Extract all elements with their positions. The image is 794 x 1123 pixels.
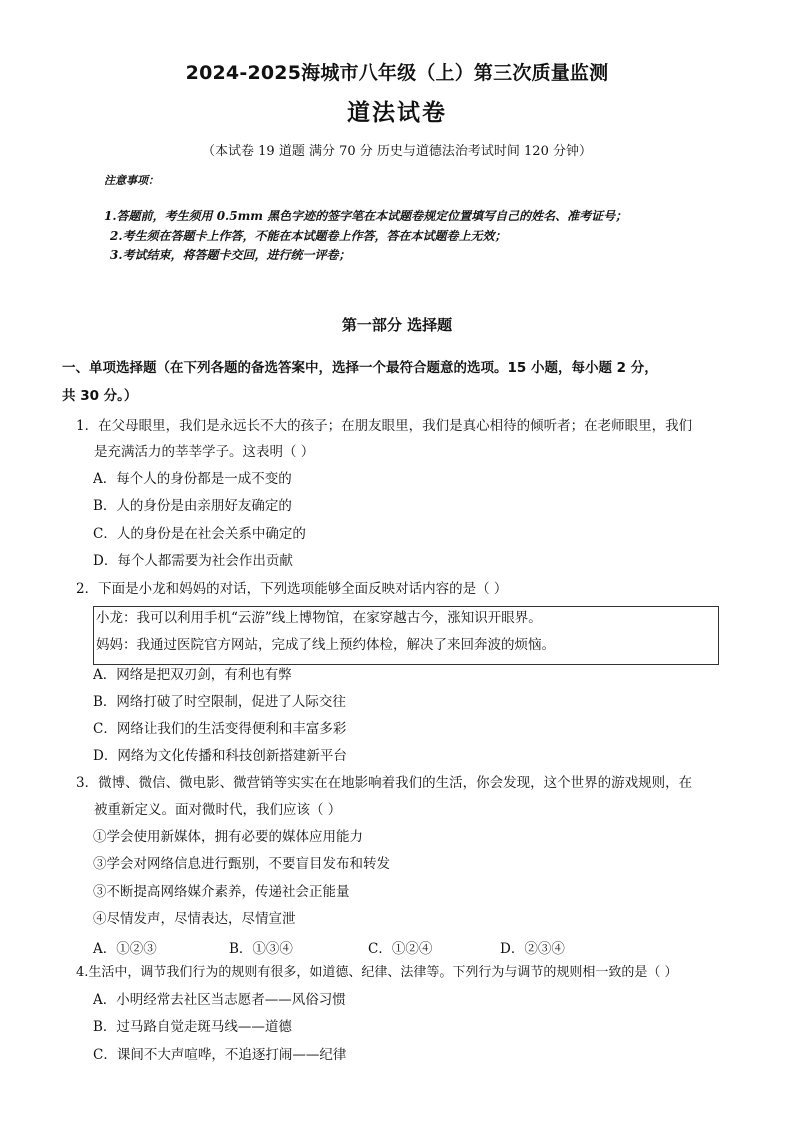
- notice-item: 3.考试结束，将答题卡交回，进行统一评卷；: [110, 248, 351, 262]
- notice-item: 2.考生须在答题卡上作答，不能在本试题卷上作答，答在本试题卷上无效；: [110, 229, 507, 243]
- notice-item: 1.答题前，考生须用 0.5mm 黑色字迹的签字笔在本试题卷规定位置填写自己的姓名、准考证号；: [104, 209, 628, 223]
- answer-option: A．小明经常去社区当志愿者——风俗习惯: [93, 992, 346, 1008]
- statement: ①学会使用新媒体，拥有必要的媒体应用能力: [93, 829, 363, 845]
- question-stem: 2．下面是小龙和妈妈的对话，下列选项能够全面反映对话内容的是（ ）: [76, 581, 508, 597]
- statement: ④尽情发声，尽情表达，尽情宣泄: [93, 911, 296, 927]
- exam-title: 2024-2025海城市八年级（上）第三次质量监测: [185, 62, 609, 84]
- answer-option: A．每个人的身份都是一成不变的: [93, 471, 292, 487]
- dialog-line: 妈妈：我通过医院官方网站，完成了线上预约体检，解决了来回奔波的烦恼。: [96, 637, 555, 653]
- section-instructions: 一、单项选择题（在下列各题的备选答案中，选择一个最符合题意的选项。15 小题，每小题 2 分，: [62, 360, 658, 376]
- statement: ③学会对网络信息进行甄别，不要盲目发布和转发: [93, 856, 390, 872]
- answer-option: D．网络为文化传播和科技创新搭建新平台: [93, 748, 347, 764]
- question-stem: 4.生活中，调节我们行为的规则有很多，如道德、纪律、法律等。下列行为与调节的规则相一致的是（ ）: [76, 965, 678, 980]
- answer-option: C．①②④: [368, 941, 433, 957]
- question-stem: 3．微博、微信、微电影、微营销等实实在在地影响着我们的生活，你会发现，这个世界的游戏规则，在: [76, 775, 693, 791]
- answer-option: C．网络让我们的生活变得便利和丰富多彩: [93, 721, 347, 737]
- part-title: 第一部分 选择题: [341, 316, 453, 334]
- dialog-line: 小龙：我可以利用手机“云游”线上博物馆，在家穿越古今，涨知识开眼界。: [96, 610, 542, 626]
- answer-option: B．人的身份是由亲朋好友确定的: [93, 498, 292, 514]
- answer-option: A．网络是把双刃剑，有利也有弊: [93, 667, 292, 683]
- answer-option: B．①③④: [229, 941, 293, 957]
- answer-option: B．过马路自觉走斑马线——道德: [93, 1019, 292, 1035]
- question-stem: 被重新定义。面对微时代，我们应该（ ）: [94, 802, 342, 818]
- exam-subject: 道法试卷: [347, 100, 447, 126]
- notice-heading: 注意事项：: [104, 174, 159, 187]
- exam-info: （本试卷 19 道题 满分 70 分 历史与道德法治考试时间 120 分钟）: [202, 144, 592, 159]
- statement: ③不断提高网络媒介素养，传递社会正能量: [93, 884, 350, 900]
- answer-option: D．②③④: [500, 941, 565, 957]
- question-stem: 是充满活力的莘莘学子。这表明（ ）: [94, 444, 315, 460]
- answer-option: C．课间不大声喧哗，不追逐打闹——纪律: [93, 1047, 347, 1063]
- answer-option: D．每个人都需要为社会作出贡献: [93, 553, 293, 569]
- section-instructions: 共 30 分。）: [62, 388, 138, 404]
- question-stem: 1．在父母眼里，我们是永远长不大的孩子；在朋友眼里，我们是真心相待的倾听者；在老师眼里，我们: [76, 418, 693, 434]
- answer-option: B．网络打破了时空限制，促进了人际交往: [93, 694, 346, 710]
- answer-option: A．①②③: [93, 941, 157, 957]
- answer-option: C．人的身份是在社会关系中确定的: [93, 526, 306, 542]
